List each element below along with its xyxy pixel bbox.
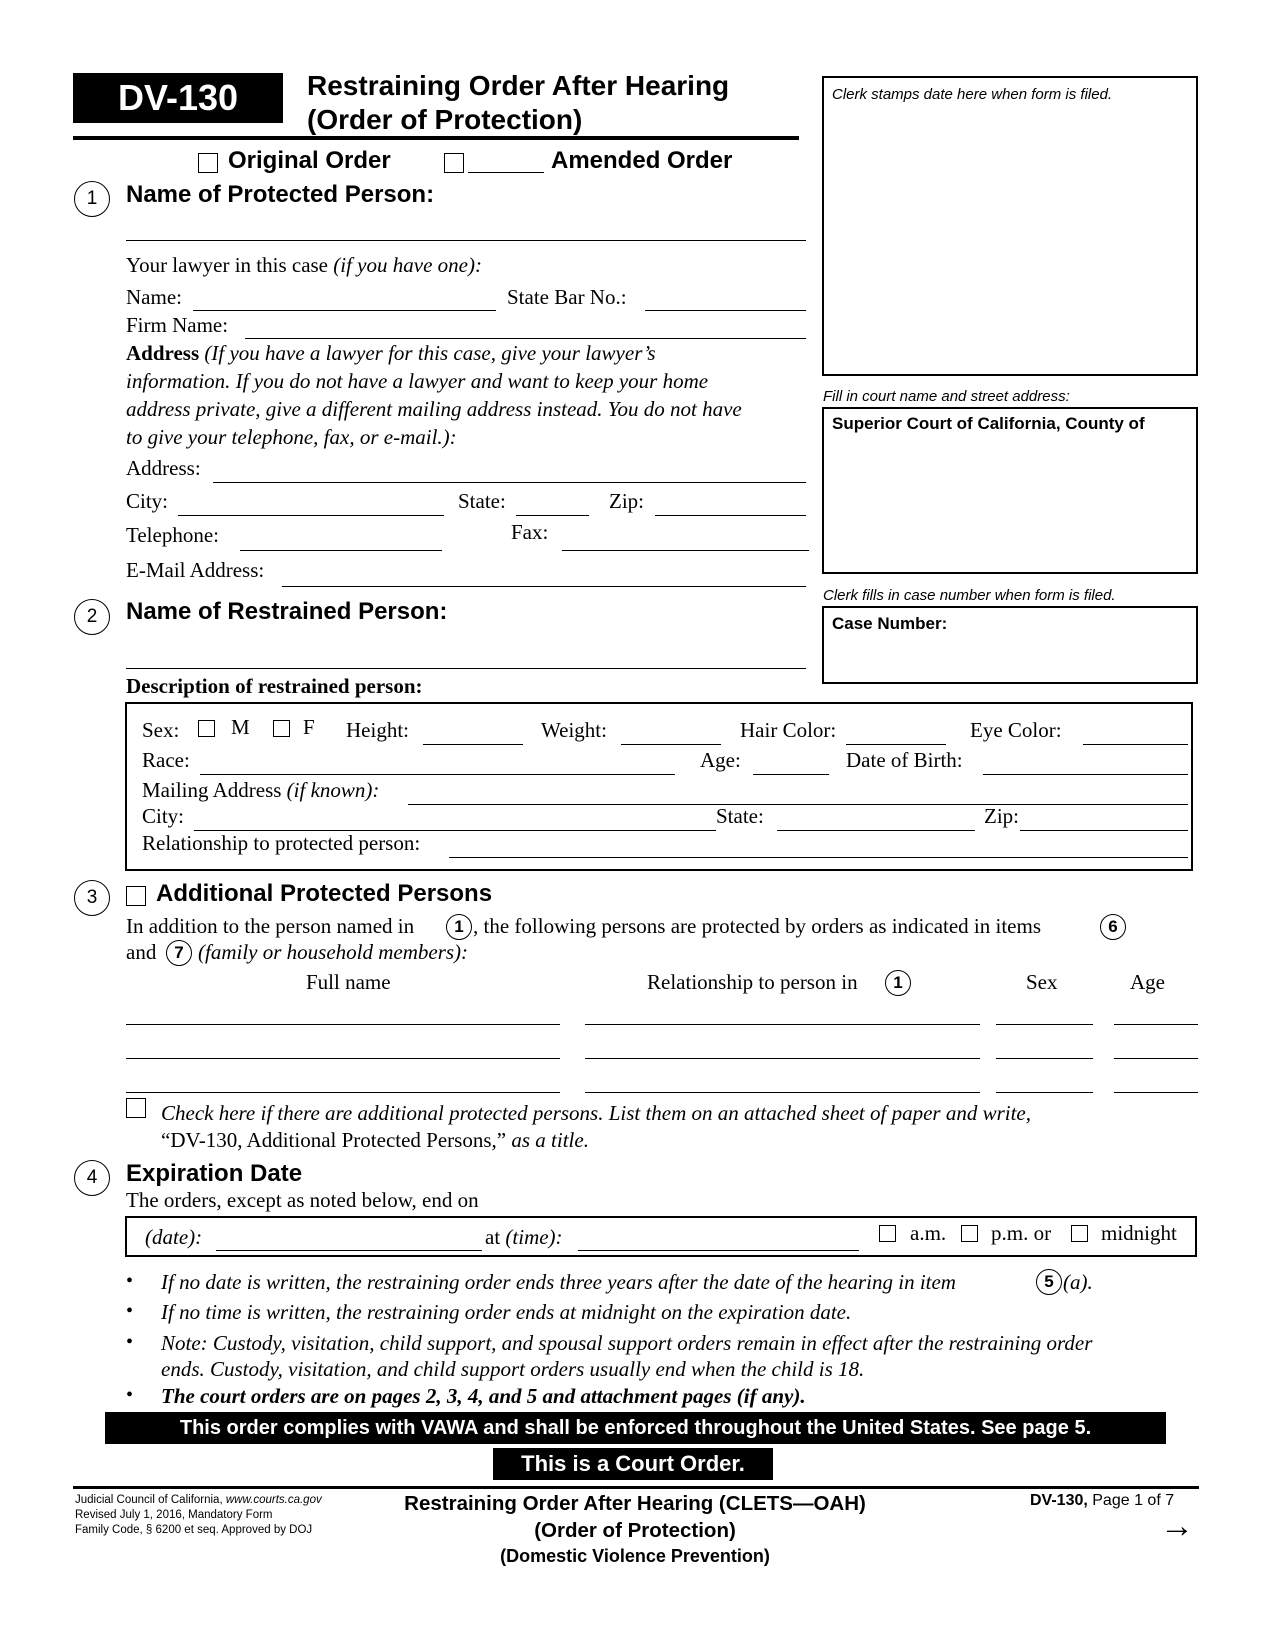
- address-instruction-3: address private, give a different mailing address instead. You do not have: [126, 397, 742, 421]
- race-field[interactable]: [200, 774, 675, 775]
- item-3-intro-and: and: [126, 940, 157, 964]
- case-number-label: Case Number:: [832, 614, 948, 633]
- address-bold: Address: [126, 341, 200, 365]
- header-rule: [73, 136, 799, 140]
- midnight-checkbox[interactable]: [1071, 1225, 1088, 1242]
- pm-label: p.m. or: [991, 1221, 1052, 1245]
- footer-rule: [73, 1486, 1199, 1489]
- age-label: Age:: [700, 748, 741, 772]
- item-3-heading: Additional Protected Persons: [156, 880, 493, 907]
- clerk-stamp-note: Clerk stamps date here when form is filed.: [832, 86, 1113, 103]
- state-field[interactable]: [516, 515, 589, 516]
- expiration-time-field[interactable]: [578, 1250, 859, 1251]
- row-2-sex[interactable]: [996, 1058, 1093, 1059]
- next-page-arrow-icon: →: [1160, 1508, 1194, 1545]
- lawyer-intro-text: Your lawyer in this case: [126, 253, 334, 277]
- description-box: [125, 702, 1193, 871]
- fax-label: Fax:: [511, 520, 549, 544]
- col-full-name: Full name: [306, 970, 391, 994]
- amended-order-blank[interactable]: [468, 172, 544, 173]
- weight-label: Weight:: [541, 718, 607, 742]
- row-1-name[interactable]: [126, 1024, 560, 1025]
- additional-sheet-checkbox[interactable]: [126, 1098, 146, 1118]
- footer-title-3: (Domestic Violence Prevention): [500, 1546, 770, 1566]
- court-name: Superior Court of California, County of: [832, 414, 1145, 433]
- bullet-2-text: If no time is written, the restraining order ends at midnight on the expiration date.: [161, 1300, 852, 1324]
- email-label: E-Mail Address:: [126, 558, 265, 582]
- court-name-note: Fill in court name and street address:: [823, 388, 1070, 405]
- item-2-number: 2: [74, 599, 110, 635]
- row-1-sex[interactable]: [996, 1024, 1093, 1025]
- col-relationship: Relationship to person in: [647, 970, 858, 994]
- row-3-age[interactable]: [1114, 1092, 1198, 1093]
- ref-item-6: 6: [1100, 914, 1126, 940]
- row-1-age[interactable]: [1114, 1024, 1198, 1025]
- restrained-person-name-field[interactable]: [126, 668, 806, 669]
- eye-color-field[interactable]: [1083, 744, 1188, 745]
- sex-female-label: F: [303, 715, 315, 739]
- am-checkbox[interactable]: [879, 1225, 896, 1242]
- bullet-1-text-b: (a).: [1063, 1270, 1093, 1294]
- firm-name-label: Firm Name:: [126, 313, 229, 337]
- dob-label: Date of Birth:: [846, 748, 963, 772]
- original-order-checkbox[interactable]: [198, 153, 218, 173]
- city-field[interactable]: [178, 515, 444, 516]
- mailing-address-field[interactable]: [408, 804, 1188, 805]
- hair-color-label: Hair Color:: [740, 718, 837, 742]
- address-instruction-4: to give your telephone, fax, or e-mail.):: [126, 425, 457, 449]
- lawyer-name-field[interactable]: [193, 310, 496, 311]
- email-field[interactable]: [282, 586, 806, 587]
- telephone-field[interactable]: [240, 550, 442, 551]
- form-id: DV-130: [117, 77, 239, 118]
- date-label: (date):: [145, 1225, 203, 1249]
- dob-field[interactable]: [983, 774, 1188, 775]
- bullet-2-dot: •: [126, 1300, 134, 1322]
- item-2-heading: Name of Restrained Person:: [126, 598, 448, 625]
- fax-field[interactable]: [562, 550, 809, 551]
- col-sex: Sex: [1026, 970, 1058, 994]
- item-3-intro-b: , the following persons are protected by orders as indicated in items: [473, 914, 1042, 938]
- row-3-sex[interactable]: [996, 1092, 1093, 1093]
- case-number-note: Clerk fills in case number when form is filed.: [823, 587, 1116, 604]
- footer-council: [75, 1494, 322, 1506]
- court-order-banner: [493, 1448, 773, 1480]
- sex-label: Sex:: [142, 718, 180, 742]
- footer-council-site: www.courts.ca.gov: [225, 1494, 322, 1506]
- time-label-text: (time):: [505, 1225, 563, 1249]
- footer-family-code: Family Code, § 6200 et seq. Approved by DOJ: [75, 1524, 313, 1536]
- weight-field[interactable]: [621, 744, 721, 745]
- address-note-1: (If you have a lawyer for this case, give your lawyer’s: [199, 341, 656, 365]
- relationship-field[interactable]: [449, 857, 1188, 858]
- sex-male-label: M: [231, 715, 250, 739]
- item-3-number: 3: [74, 880, 110, 916]
- expiration-box: [125, 1216, 1197, 1257]
- state-bar-field[interactable]: [645, 310, 806, 311]
- address-instruction-1: [126, 341, 656, 366]
- age-field[interactable]: [753, 774, 829, 775]
- original-order-label: Original Order: [228, 147, 391, 174]
- footer-page-number: Page 1 of 7: [1087, 1492, 1175, 1509]
- restrained-state-label: State:: [716, 804, 764, 828]
- midnight-label: midnight: [1101, 1221, 1177, 1245]
- mailing-address-label: [142, 778, 379, 803]
- item-1-heading: Name of Protected Person:: [126, 181, 435, 208]
- vawa-banner: [105, 1412, 1166, 1444]
- zip-label: Zip:: [609, 489, 644, 513]
- time-at: at: [485, 1225, 506, 1249]
- restrained-zip-label: Zip:: [984, 804, 1019, 828]
- protected-person-name-field[interactable]: [126, 240, 806, 241]
- ref-item-5: 5: [1036, 1269, 1062, 1295]
- footer-title-2: (Order of Protection): [534, 1519, 736, 1542]
- item-4-heading: Expiration Date: [126, 1160, 303, 1187]
- height-label: Height:: [346, 718, 409, 742]
- footer-title-1: Restraining Order After Hearing (CLETS—OAH): [404, 1492, 866, 1515]
- eye-color-label: Eye Color:: [970, 718, 1062, 742]
- additional-sheet-note-1: Check here if there are additional protected persons. List them on an attached sheet of paper and write,: [161, 1101, 1032, 1125]
- height-field[interactable]: [423, 744, 523, 745]
- row-2-relationship[interactable]: [585, 1058, 980, 1059]
- col-relationship-ref: 1: [885, 970, 911, 996]
- mailing-address-italic: (if known):: [286, 778, 380, 802]
- bullet-1-dot: •: [126, 1270, 134, 1292]
- relationship-label: Relationship to protected person:: [142, 831, 421, 855]
- footer-page-info: [1030, 1492, 1174, 1510]
- form-title-line2: (Order of Protection): [307, 104, 583, 135]
- pm-checkbox[interactable]: [961, 1225, 978, 1242]
- state-label: State:: [458, 489, 506, 513]
- court-name-box[interactable]: [822, 407, 1198, 574]
- lawyer-name-label: Name:: [126, 285, 182, 309]
- restrained-state-field[interactable]: [777, 830, 975, 831]
- ref-item-1: 1: [446, 914, 472, 940]
- form-id-badge: [73, 73, 283, 123]
- restrained-zip-field[interactable]: [1020, 830, 1188, 831]
- col-age: Age: [1130, 970, 1165, 994]
- am-label: a.m.: [910, 1221, 947, 1245]
- lawyer-intro-italic: (if you have one):: [333, 253, 482, 277]
- additional-protected-checkbox[interactable]: [126, 886, 146, 906]
- sex-female-checkbox[interactable]: [273, 720, 290, 737]
- restrained-city-label: City:: [142, 804, 185, 828]
- address-instruction-2: information. If you do not have a lawyer and want to keep your home: [126, 369, 709, 393]
- footer-revised: Revised July 1, 2016, Mandatory Form: [75, 1509, 273, 1521]
- zip-field[interactable]: [655, 515, 806, 516]
- race-label: Race:: [142, 748, 190, 772]
- address-field[interactable]: [213, 482, 806, 483]
- footer-council-text: Judicial Council of California,: [75, 1494, 226, 1506]
- bullet-3-text-a: Note: Custody, visitation, child support, and spousal support orders remain in effect after the restraining order: [161, 1331, 1093, 1355]
- ref-item-7: 7: [166, 940, 192, 966]
- clerk-stamp-box[interactable]: [822, 76, 1198, 376]
- item-4-number: 4: [74, 1160, 110, 1196]
- bullet-4-text: The court orders are on pages 2, 3, 4, and 5 and attachment pages (if any).: [161, 1384, 806, 1408]
- vawa-banner-text: This order complies with VAWA and shall be enforced throughout the United States. See page 5.: [179, 1416, 1092, 1439]
- lawyer-intro: [126, 253, 482, 278]
- bullet-3-dot: •: [126, 1331, 134, 1353]
- row-3-name[interactable]: [126, 1092, 560, 1093]
- additional-sheet-title-suffix: as a title.: [506, 1128, 589, 1152]
- bullet-4-dot: •: [126, 1384, 134, 1406]
- amended-order-checkbox[interactable]: [444, 153, 464, 173]
- row-2-age[interactable]: [1114, 1058, 1198, 1059]
- item-1-number: 1: [74, 181, 110, 217]
- amended-order-label: Amended Order: [551, 147, 733, 174]
- hair-color-field[interactable]: [846, 744, 946, 745]
- row-3-relationship[interactable]: [585, 1092, 980, 1093]
- footer-title-block: [360, 1490, 910, 1569]
- city-label: City:: [126, 489, 169, 513]
- bullet-1-text-a: If no date is written, the restraining order ends three years after the date of the hearing in item: [161, 1270, 956, 1294]
- row-2-name[interactable]: [126, 1058, 560, 1059]
- state-bar-label: State Bar No.:: [507, 285, 627, 309]
- form-title-line1: Restraining Order After Hearing: [307, 70, 730, 101]
- court-order-banner-text: This is a Court Order.: [521, 1451, 745, 1476]
- item-3-intro-italic: (family or household members):: [198, 940, 469, 964]
- case-number-box[interactable]: [822, 606, 1198, 684]
- mailing-address-text: Mailing Address: [142, 778, 287, 802]
- sex-male-checkbox[interactable]: [198, 720, 215, 737]
- additional-sheet-title: “DV-130, Additional Protected Persons,”: [161, 1128, 507, 1152]
- address-label: Address:: [126, 456, 201, 480]
- time-label: [485, 1225, 563, 1250]
- item-4-intro: The orders, except as noted below, end on: [126, 1188, 479, 1212]
- firm-name-field[interactable]: [245, 338, 806, 339]
- description-heading: Description of restrained person:: [126, 674, 423, 698]
- footer-form-id: DV-130,: [1030, 1492, 1088, 1509]
- additional-sheet-note-2: [161, 1128, 589, 1153]
- bullet-3-text-b: ends. Custody, visitation, and child support orders usually end when the child is 18.: [161, 1357, 865, 1381]
- item-3-intro-a: In addition to the person named in: [126, 914, 415, 938]
- expiration-date-field[interactable]: [216, 1250, 482, 1251]
- row-1-relationship[interactable]: [585, 1024, 980, 1025]
- telephone-label: Telephone:: [126, 523, 219, 547]
